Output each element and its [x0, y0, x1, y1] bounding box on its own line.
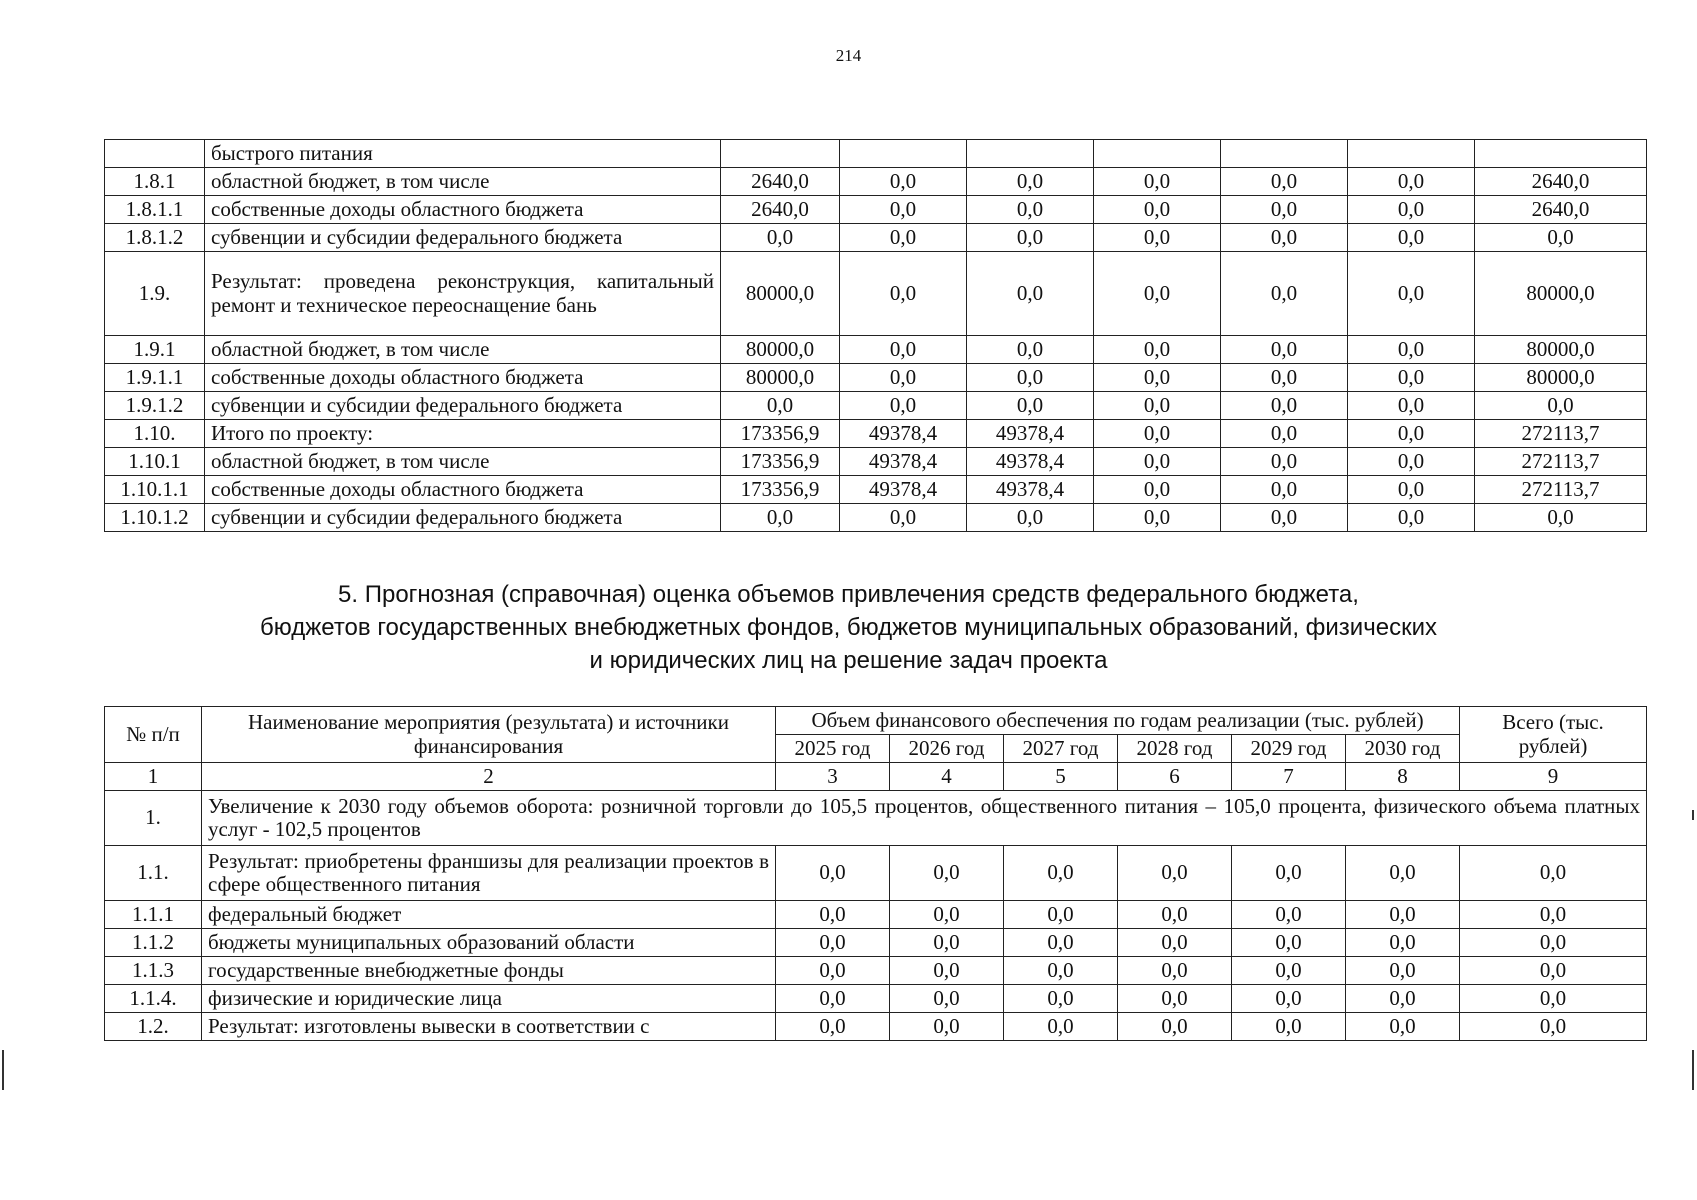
table-row	[105, 252, 1647, 336]
section-5-heading	[0, 578, 1697, 677]
row-name: собственные доходы областного бюджета	[205, 196, 721, 224]
value-cell: 0,0	[1094, 504, 1221, 532]
value-cell: 0,0	[1094, 168, 1221, 196]
heading-line: 5. Прогнозная (справочная) оценка объемов привлечения средств федерального бюджета,	[338, 581, 1359, 608]
value-cell	[1094, 140, 1221, 168]
table-row	[105, 929, 1647, 957]
value-cell: 0,0	[840, 392, 967, 420]
column-number: 7	[1232, 763, 1346, 791]
row-name: собственные доходы областного бюджета	[205, 364, 721, 392]
value-cell: 80000,0	[1475, 364, 1647, 392]
column-number: 6	[1118, 763, 1232, 791]
row-number: 1.10.	[105, 420, 205, 448]
value-cell: 0,0	[1348, 448, 1475, 476]
budget-table-continuation	[104, 139, 1647, 532]
row-name: Результат: проведена реконструкция, капитальный ремонт и техническое переоснащение бань	[205, 252, 721, 336]
column-number: 5	[1004, 763, 1118, 791]
table-row	[105, 504, 1647, 532]
value-cell: 0,0	[1348, 364, 1475, 392]
table-row	[105, 224, 1647, 252]
value-cell: 0,0	[967, 504, 1094, 532]
value-cell: 0,0	[967, 364, 1094, 392]
value-cell: 0,0	[840, 168, 967, 196]
value-cell: 0,0	[1118, 846, 1232, 901]
column-number: 8	[1346, 763, 1460, 791]
table-row	[105, 1013, 1647, 1041]
value-cell: 0,0	[776, 846, 890, 901]
table-row	[105, 140, 1647, 168]
value-cell: 0,0	[1221, 504, 1348, 532]
value-cell: 0,0	[1232, 957, 1346, 985]
value-cell: 0,0	[1232, 985, 1346, 1013]
goal-num: 1.	[105, 791, 202, 846]
value-cell: 0,0	[840, 336, 967, 364]
value-cell: 0,0	[1004, 846, 1118, 901]
value-cell: 0,0	[1221, 392, 1348, 420]
value-cell: 173356,9	[721, 476, 840, 504]
value-cell: 0,0	[1094, 224, 1221, 252]
heading-line: бюджетов государственных внебюджетных фондов, бюджетов муниципальных образований, физических	[260, 614, 1437, 641]
value-cell: 80000,0	[721, 252, 840, 336]
header-volume: Объем финансового обеспечения по годам реализации (тыс. рублей)	[776, 707, 1460, 735]
row-name: Результат: приобретены франшизы для реализации проектов в сфере общественного питания	[202, 846, 776, 901]
header-year: 2026 год	[890, 735, 1004, 763]
value-cell: 0,0	[890, 1013, 1004, 1041]
value-cell: 0,0	[1460, 929, 1647, 957]
value-cell	[1221, 140, 1348, 168]
value-cell: 0,0	[1094, 420, 1221, 448]
value-cell: 0,0	[1221, 336, 1348, 364]
value-cell: 0,0	[1460, 901, 1647, 929]
value-cell: 0,0	[1118, 985, 1232, 1013]
value-cell: 0,0	[1460, 985, 1647, 1013]
value-cell: 173356,9	[721, 420, 840, 448]
value-cell: 0,0	[1460, 957, 1647, 985]
value-cell: 0,0	[1118, 929, 1232, 957]
value-cell: 0,0	[1094, 364, 1221, 392]
header-year: 2030 год	[1346, 735, 1460, 763]
value-cell: 80000,0	[721, 336, 840, 364]
row-name: федеральный бюджет	[202, 901, 776, 929]
value-cell: 0,0	[1346, 846, 1460, 901]
value-cell: 0,0	[776, 901, 890, 929]
row-name: субвенции и субсидии федерального бюджета	[205, 504, 721, 532]
page-number: 214	[835, 46, 862, 65]
table-row	[105, 168, 1647, 196]
row-number: 1.9.1	[105, 336, 205, 364]
value-cell: 2640,0	[1475, 196, 1647, 224]
value-cell	[840, 140, 967, 168]
row-number: 1.1.4.	[105, 985, 202, 1013]
header-year: 2027 год	[1004, 735, 1118, 763]
value-cell: 0,0	[1004, 929, 1118, 957]
value-cell: 0,0	[840, 252, 967, 336]
value-cell: 0,0	[1346, 929, 1460, 957]
value-cell: 0,0	[1348, 504, 1475, 532]
row-number: 1.10.1.1	[105, 476, 205, 504]
value-cell: 0,0	[1475, 392, 1647, 420]
row-name: областной бюджет, в том числе	[205, 448, 721, 476]
value-cell: 0,0	[1221, 420, 1348, 448]
value-cell: 0,0	[1118, 1013, 1232, 1041]
value-cell: 0,0	[1475, 224, 1647, 252]
value-cell: 0,0	[1348, 196, 1475, 224]
row-name: Результат: изготовлены вывески в соответствии с	[202, 1013, 776, 1041]
edge-mark	[1692, 1050, 1694, 1090]
value-cell: 0,0	[1232, 929, 1346, 957]
value-cell: 0,0	[967, 196, 1094, 224]
value-cell: 49378,4	[967, 476, 1094, 504]
value-cell: 0,0	[1232, 1013, 1346, 1041]
value-cell: 0,0	[721, 224, 840, 252]
value-cell	[1348, 140, 1475, 168]
row-number: 1.10.1	[105, 448, 205, 476]
row-name: субвенции и субсидии федерального бюджета	[205, 224, 721, 252]
value-cell: 2640,0	[721, 196, 840, 224]
header-total: Всего (тыс. рублей)	[1460, 707, 1647, 763]
value-cell: 0,0	[967, 168, 1094, 196]
value-cell: 0,0	[721, 392, 840, 420]
value-cell: 0,0	[1118, 957, 1232, 985]
value-cell: 0,0	[1346, 957, 1460, 985]
row-number: 1.9.1.2	[105, 392, 205, 420]
value-cell: 0,0	[1348, 476, 1475, 504]
value-cell: 0,0	[890, 846, 1004, 901]
row-name: областной бюджет, в том числе	[205, 336, 721, 364]
edge-mark	[1692, 810, 1694, 820]
value-cell: 49378,4	[840, 448, 967, 476]
value-cell: 0,0	[1475, 504, 1647, 532]
value-cell: 49378,4	[967, 448, 1094, 476]
column-number: 9	[1460, 763, 1647, 791]
value-cell: 272113,7	[1475, 448, 1647, 476]
value-cell: 0,0	[1221, 224, 1348, 252]
table-row	[105, 985, 1647, 1013]
table-row	[105, 846, 1647, 901]
row-number: 1.9.	[105, 252, 205, 336]
table-row	[105, 448, 1647, 476]
header-year: 2025 год	[776, 735, 890, 763]
value-cell: 0,0	[967, 336, 1094, 364]
table-row	[105, 901, 1647, 929]
row-number: 1.2.	[105, 1013, 202, 1041]
value-cell: 0,0	[1221, 168, 1348, 196]
forecast-funding-table	[104, 706, 1647, 1041]
value-cell	[1475, 140, 1647, 168]
value-cell: 272113,7	[1475, 476, 1647, 504]
row-number: 1.9.1.1	[105, 364, 205, 392]
value-cell: 0,0	[1094, 196, 1221, 224]
table-row	[105, 392, 1647, 420]
value-cell: 0,0	[1221, 476, 1348, 504]
value-cell: 0,0	[1232, 846, 1346, 901]
value-cell	[721, 140, 840, 168]
value-cell: 2640,0	[1475, 168, 1647, 196]
value-cell: 0,0	[967, 252, 1094, 336]
value-cell: 80000,0	[721, 364, 840, 392]
value-cell: 0,0	[840, 224, 967, 252]
value-cell: 80000,0	[1475, 252, 1647, 336]
row-name: собственные доходы областного бюджета	[205, 476, 721, 504]
value-cell: 0,0	[1348, 252, 1475, 336]
value-cell: 0,0	[967, 224, 1094, 252]
value-cell: 0,0	[840, 364, 967, 392]
header-year: 2028 год	[1118, 735, 1232, 763]
row-name: субвенции и субсидии федерального бюджета	[205, 392, 721, 420]
table-row	[105, 420, 1647, 448]
value-cell: 0,0	[1346, 901, 1460, 929]
row-number: 1.10.1.2	[105, 504, 205, 532]
value-cell: 0,0	[1348, 392, 1475, 420]
value-cell: 0,0	[1348, 168, 1475, 196]
table-row	[105, 957, 1647, 985]
value-cell: 0,0	[1221, 196, 1348, 224]
value-cell: 0,0	[1348, 336, 1475, 364]
value-cell: 0,0	[890, 929, 1004, 957]
value-cell: 0,0	[721, 504, 840, 532]
value-cell: 49378,4	[840, 420, 967, 448]
value-cell: 0,0	[1094, 448, 1221, 476]
value-cell: 0,0	[890, 901, 1004, 929]
value-cell: 0,0	[1094, 476, 1221, 504]
row-number: 1.1.1	[105, 901, 202, 929]
value-cell: 49378,4	[967, 420, 1094, 448]
row-name: бюджеты муниципальных образований области	[202, 929, 776, 957]
value-cell: 0,0	[1118, 901, 1232, 929]
row-number: 1.1.3	[105, 957, 202, 985]
value-cell: 0,0	[776, 929, 890, 957]
value-cell: 0,0	[890, 985, 1004, 1013]
value-cell: 0,0	[1221, 364, 1348, 392]
value-cell: 0,0	[1004, 1013, 1118, 1041]
table-row	[105, 364, 1647, 392]
row-name: областной бюджет, в том числе	[205, 168, 721, 196]
value-cell: 80000,0	[1475, 336, 1647, 364]
row-name: быстрого питания	[205, 140, 721, 168]
row-number: 1.1.	[105, 846, 202, 901]
value-cell: 0,0	[1094, 252, 1221, 336]
column-number: 1	[105, 763, 202, 791]
value-cell: 2640,0	[721, 168, 840, 196]
table-row	[105, 336, 1647, 364]
edge-mark	[2, 1050, 4, 1090]
value-cell: 0,0	[1221, 448, 1348, 476]
value-cell: 0,0	[1004, 985, 1118, 1013]
value-cell: 49378,4	[840, 476, 967, 504]
row-name: Итого по проекту:	[205, 420, 721, 448]
value-cell	[967, 140, 1094, 168]
value-cell: 0,0	[1004, 901, 1118, 929]
row-number: 1.8.1.1	[105, 196, 205, 224]
table-row	[105, 196, 1647, 224]
value-cell: 0,0	[1221, 252, 1348, 336]
column-number: 4	[890, 763, 1004, 791]
value-cell: 0,0	[1346, 1013, 1460, 1041]
goal-text: Увеличение к 2030 году объемов оборота: розничной торговли до 105,5 процентов, общественного питания – 105,0 процента, физического объема платных услуг - 102,5 процентов	[202, 791, 1647, 846]
value-cell: 173356,9	[721, 448, 840, 476]
value-cell: 0,0	[1004, 957, 1118, 985]
value-cell: 0,0	[776, 1013, 890, 1041]
column-number: 3	[776, 763, 890, 791]
value-cell: 272113,7	[1475, 420, 1647, 448]
row-name: государственные внебюджетные фонды	[202, 957, 776, 985]
value-cell: 0,0	[1460, 846, 1647, 901]
value-cell: 0,0	[840, 504, 967, 532]
value-cell: 0,0	[776, 957, 890, 985]
value-cell: 0,0	[1346, 985, 1460, 1013]
value-cell: 0,0	[890, 957, 1004, 985]
header-num: № п/п	[105, 707, 202, 763]
table-row	[105, 476, 1647, 504]
value-cell: 0,0	[1094, 392, 1221, 420]
row-number: 1.8.1	[105, 168, 205, 196]
header-year: 2029 год	[1232, 735, 1346, 763]
row-number: 1.8.1.2	[105, 224, 205, 252]
column-number: 2	[202, 763, 776, 791]
value-cell: 0,0	[840, 196, 967, 224]
value-cell: 0,0	[1348, 224, 1475, 252]
value-cell: 0,0	[967, 392, 1094, 420]
row-name: физические и юридические лица	[202, 985, 776, 1013]
heading-line: и юридических лиц на решение задач проекта	[589, 647, 1108, 674]
value-cell: 0,0	[1094, 336, 1221, 364]
value-cell: 0,0	[1348, 420, 1475, 448]
header-name: Наименование мероприятия (результата) и источники финансирования	[202, 707, 776, 763]
row-number	[105, 140, 205, 168]
value-cell: 0,0	[776, 985, 890, 1013]
value-cell: 0,0	[1232, 901, 1346, 929]
row-number: 1.1.2	[105, 929, 202, 957]
value-cell: 0,0	[1460, 1013, 1647, 1041]
